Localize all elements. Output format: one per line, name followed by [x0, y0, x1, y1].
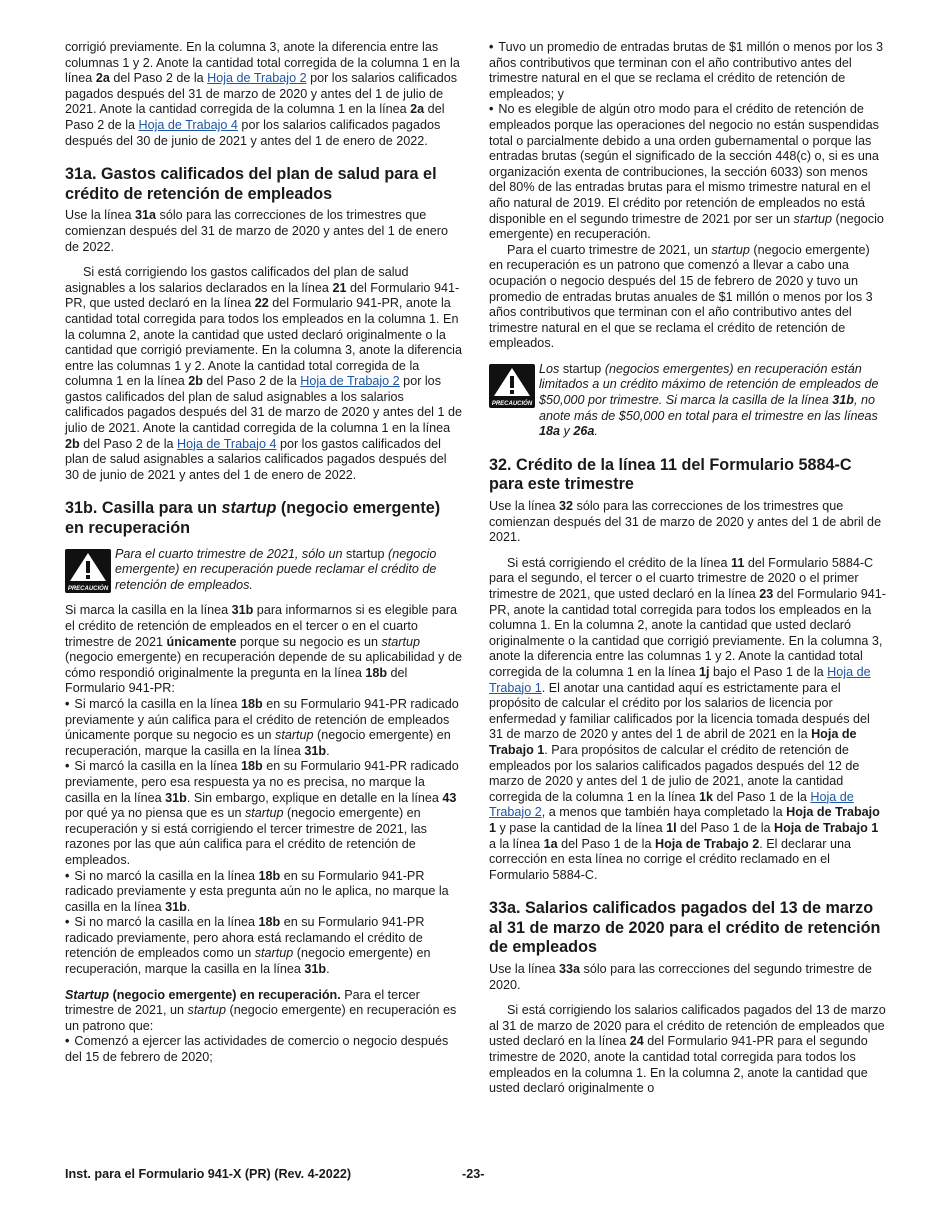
- worksheet-2-link[interactable]: Hoja de Trabajo 2: [489, 789, 854, 820]
- caution-warning-icon: [489, 364, 535, 408]
- page-number: -23-: [462, 1167, 485, 1181]
- paragraph-32-use: Use la línea 32 sólo para las correcciones de los trimestres que comienzan después del 31 de marzo de 2020 y antes del 1 de abril de 2021.: [489, 499, 882, 545]
- heading-31a: 31a. Gastos calificados del plan de salud para el crédito de retención de empleados: [65, 165, 437, 203]
- list-item: • Si no marcó la casilla en la línea 18b en su Formulario 941-PR radicado previamente y esta pregunta aún no le aplica, no marque la casilla en la línea 31b.: [65, 869, 463, 916]
- left-column: [65, 40, 463, 1066]
- right-column: [489, 40, 887, 1097]
- paragraph-31a-use: Use la línea 31a sólo para las correcciones de los trimestres que comienzan después del 31 de marzo de 2020 y antes del 1 de enero de 2022.: [65, 208, 448, 254]
- list-item: • No es elegible de algún otro modo para el crédito de retención de empleados porque las operaciones del negocio no están suspendidas total o parcialmente debido a una orden gubernamental o porque las entradas brutas (según el significado de la sección 448(c) o, si es una organización exenta de contribuciones, la sección 6033) son menos del 80% de las entradas brutas para el mismo trimestre natural en el año natural de 2019. El crédito por retención de empleados no está disponible en el segundo trimestre de 2021 por ser un startup (negocio emergente) en recuperación.: [489, 102, 887, 242]
- worksheet-2-link[interactable]: Hoja de Trabajo 2: [300, 374, 400, 389]
- caution-label: PRECAUCIÓN: [67, 585, 109, 592]
- worksheet-1-link[interactable]: Hoja de Trabajo 1: [489, 664, 871, 695]
- worksheet-2-link[interactable]: Hoja de Trabajo 2: [207, 71, 307, 86]
- paragraph-33a-detail: Si está corrigiendo los salarios calificados pagados del 13 de marzo al 31 de marzo de 2020 para el crédito de retención de empleados que usted declaró en la línea 24 del Formulario 941-PR para el segundo trimestre de 2020, anote la cantidad total corregida para todos los empleados en la columna 1. En la columna 2, anote la cantidad que usted declaró originalmente o: [489, 1003, 886, 1096]
- list-item: • Tuvo un promedio de entradas brutas de $1 millón o menos por los 3 años contributivos que terminan con el año contributivo antes del trimestre natural en el que se reclama el crédito de retención de empleados; y: [489, 40, 887, 102]
- list-item: • Comenzó a ejercer las actividades de comercio o negocio después del 15 de febrero de 2020;: [65, 1034, 463, 1065]
- paragraph-31b-intro: Si marca la casilla en la línea 31b para informarnos si es elegible para el crédito de retención de empleados en el tercer o en el cuarto trimestre de 2021 únicamente porque su negocio es un startup (negocio emergente) en recuperación depende de su aplicabilidad y de cómo respondió originalmente la pregunta en la línea 18b del Formulario 941-PR:: [65, 603, 462, 696]
- list-item: • Si no marcó la casilla en la línea 18b en su Formulario 941-PR radicado previamente, pero ahora está reclamando el crédito de retención de empleados como un startup (negocio emergente) en recuperación, marque la casilla en la línea 31b.: [65, 915, 463, 977]
- caution-warning-icon: [65, 549, 111, 593]
- heading-32: 32. Crédito de la línea 11 del Formulario 5884-C para este trimestre: [489, 455, 852, 494]
- caution-box: PRECAUCIÓN Para el cuarto trimestre de 2021, sólo un startup (negocio emergente) en recuperación puede reclamar el crédito de retención de empleados.: [65, 547, 463, 594]
- list-item: • Si marcó la casilla en la línea 18b en su Formulario 941-PR radicado previamente, pero esa respuesta ya no es precisa, no marque la casilla en la línea 31b. Sin embargo, explique en detalle en la línea 43 por qué ya no piensa que es un startup (negocio emergente) en recuperación y si está corrigiendo el tercer trimestre de 2021, las razones por las que aún califica para el crédito de retención de empleados.: [65, 759, 463, 868]
- worksheet-4-link[interactable]: Hoja de Trabajo 4: [177, 436, 277, 451]
- caution-label: PRECAUCIÓN: [491, 400, 533, 407]
- paragraph-fourth-quarter: Para el cuarto trimestre de 2021, un startup (negocio emergente) en recuperación es un patrono que comenzó a llevar a cabo una ocupación o negocio después del 15 de febrero de 2020 y tuvo un promedio de entradas brutas anuales de $1 millón o menos por los 3 años contributivos que terminan con el año contributivo antes del trimestre natural en el que se reclama el crédito de retención de empleados.: [489, 242, 873, 351]
- heading-33a: 33a. Salarios calificados pagados del 13 de marzo al 31 de marzo de 2020 para el crédito de retención de empleados: [489, 899, 881, 957]
- paragraph-startup-definition: Startup (negocio emergente) en recuperación. Para el tercer trimestre de 2021, un startup (negocio emergente) en recuperación es un patrono que:: [65, 987, 457, 1033]
- paragraph-31a-detail: Si está corrigiendo los gastos calificados del plan de salud asignables a los salarios declarados en la línea 21 del Formulario 941-PR, que usted declaró en la línea 22 del Formulario 941-PR, anote la cantidad total corregida para todos los empleados en la columna 1. En la columna 2, anote la cantidad que usted declaró originalmente o la cantidad que corrigió previamente. En la columna 3, anote la diferencia entre las columnas 1 y 2. Anote la cantidad total corregida de la columna 1 en la línea 2b del Paso 2 de la Hoja de Trabajo 2 por los gastos calificados del plan de salud asignables a los salarios calificados pagados después del 31 de marzo de 2020 y antes del 1 de julio de 2021. Anote la cantidad corregida de la columna 1 en la línea 2b del Paso 2 de la Hoja de Trabajo 4 por los gastos calificados del plan de salud asignables a salarios calificados pagados después del 30 de junio de 2021 y antes del 1 de enero de 2022.: [65, 265, 462, 482]
- heading-31b: 31b. Casilla para un startup (negocio emergente) en recuperación: [65, 499, 441, 538]
- caution-box: PRECAUCIÓN Los startup (negocios emergentes) en recuperación están limitados a un crédito máximo de retención de empleados de $50,000 por trimestre. Si marca la casilla de la línea 31b, no anote más de $50,000 en total para el trimestre en las líneas 18a y 26a.: [489, 362, 887, 440]
- list-item: • Si marcó la casilla en la línea 18b en su Formulario 941-PR radicado previamente y aún califica para el crédito de retención de empleados únicamente porque su negocio es un startup (negocio emergente) en recuperación, marque la casilla en la línea 31b.: [65, 697, 463, 759]
- paragraph-32-detail: Si está corrigiendo el crédito de la línea 11 del Formulario 5884-C para el segundo, el tercer o el cuarto trimestre de 2020 o el primer trimestre de 2021, que usted declaró en la línea 23 del Formulario 941-PR, anote la cantidad total corregida para todos los empleados en la columna 1. En la columna 2, anote la cantidad que usted declaró originalmente o la cantidad que corrigió previamente. En la columna 3, anote la diferencia entre las columnas 1 y 2. Anote la cantidad total corregida de la columna 1 en la línea 1j bajo el Paso 1 de la Hoja de Trabajo 1. El anotar una cantidad aquí es estrictamente para el propósito de calcular el crédito por los salarios de licencia por enfermedad y familiar calificados por la licencia tomada después del 31 de marzo de 2020 y antes del 1 de abril de 2021 en la Hoja de Trabajo 1. Para propósitos de calcular el crédito de retención de empleados por los salarios calificados pagados después del 12 de marzo de 2020 y antes del 1 de julio de 2021, anote la cantidad corregida de la columna 1 en la línea 1k del Paso 1 de la Hoja de Trabajo 2, a menos que también haya completado la Hoja de Trabajo 1 y pase la cantidad de la línea 1l del Paso 1 de la Hoja de Trabajo 1 a la línea 1a del Paso 1 de la Hoja de Trabajo 2. El declarar una corrección en esta línea no corrige el crédito reclamado en el Formulario 5884-C.: [489, 555, 886, 882]
- footer-form-title: Inst. para el Formulario 941-X (PR) (Rev. 4-2022): [65, 1167, 352, 1181]
- paragraph-continuation: corrigió previamente. En la columna 3, anote la diferencia entre las columnas 1 y 2. Anote la cantidad total corregida de la columna 1 en la línea 2a del Paso 2 de la Hoja de Trabajo 2 por los salarios calificados pagados después del 31 de marzo de 2020 y antes del 1 de julio de 2021. Anote la cantidad corregida de la columna 1 en la línea 2a del Paso 2 de la Hoja de Trabajo 4 por los salarios calificados pagados después del 30 de junio de 2021 y antes del 1 de enero de 2022.: [65, 40, 460, 148]
- worksheet-4-link[interactable]: Hoja de Trabajo 4: [138, 117, 238, 132]
- paragraph-33a-use: Use la línea 33a sólo para las correcciones del segundo trimestre de 2020.: [489, 962, 872, 992]
